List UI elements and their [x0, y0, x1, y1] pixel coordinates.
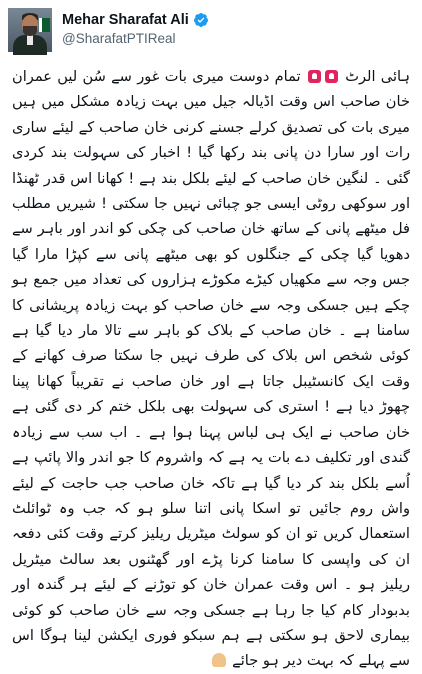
siren-emoji-icon: [308, 70, 321, 83]
author-handle[interactable]: @SharafatPTIReal: [62, 31, 176, 46]
verified-badge-icon: [193, 12, 209, 28]
siren-emoji-icon: [325, 70, 338, 83]
author-name-row: [62, 12, 209, 28]
tweet-body-text: تمام دوست میری بات غور سے سُن لیں عمران خان صاحب اس وقت اڈیالہ جیل میں بہت زیادہ مشکل میں ہیں میری بات کی تصدیق کرلے جسنے کرنی خان صاحب کے لیئے ساری رات اور سارا دن پانی بند رکھا گیا ! اخبار کی سہولت بند کردی گئی ۔ لنگین خان صاحب کے لیئے بلکل بند ہے ! کھانا اس قدر ٹھنڈا اور سوکھی روٹی ایسی جو چبائی نہیں جا سکتی ! شیریں مطلب فل میٹھے پانی کے ساتھ خان صاحب کی چکی کو اندر اور باہر سے دھویا گیا چکی کے جنگلوں کو بھی میٹھے پانی سے کپڑا مارا گیا جس وجہ سے مکھیاں کیڑے مکوڑے ہزاروں کی تعداد میں جمع ہو چکے ہیں جسکی وجہ سے خان صاحب کو بہت زیادہ پریشانی کا سامنا ہے ۔ خان صاحب کے بلاک کو باہر سے تالا مار دیا گیا ہے کوئی شخص اس بلاک کی طرف نہیں جا سکتا صرف کھانے کے وقت ایک کانسٹیبل جاتا ہے اور خان صاحب نے تقریباً کھانا پینا چھوڑ دیا ہے ! استری کی سہولت بھی بلکل ختم کر دی گئی ہے خان صاحب نے ایک ہی لباس پہنا ہوا ہے ۔ اب سب سے زیادہ گندی اور تکلیف دے بات یہ ہے کہ واشروم کا جو اندر والا پائپ ہے اُسے بلکل بند کر دیا گیا ہے تاکہ خان صاحب جب حاجت کے لیئے واش روم جائیں تو اسکا پانی اتنا سلو ہو کہ جب وہ ٹوائلٹ استعمال کریں تو ان کو سولٹ میٹریل ریلیز کرتے وقت کئی دفعہ ان کی واپسی کا سامنا کرنا پڑے اور گھٹنوں بعد سالٹ میٹریل ریلیز ہو ۔ اس وقت عمران خان کو توڑنے کے لیئے ہر گندہ اور بدبودار کام کیا جا رہا ہے جسکی وجہ سے خان صاحب کو کوئی بیماری لاحق ہو سکتی ہے ہم سبکو فوری ایکشن لینا ہوگا اس سے پہلے کہ بہت دیر ہو جائے: [12, 68, 410, 670]
tweet-header: [6, 4, 416, 56]
folded-hands-emoji-icon: [212, 653, 226, 667]
alert-label: ہائی الرٹ: [345, 68, 411, 85]
avatar[interactable]: [8, 8, 52, 52]
tweet-text: [12, 64, 411, 670]
author-display-name[interactable]: Mehar Sharafat Ali: [62, 12, 189, 28]
